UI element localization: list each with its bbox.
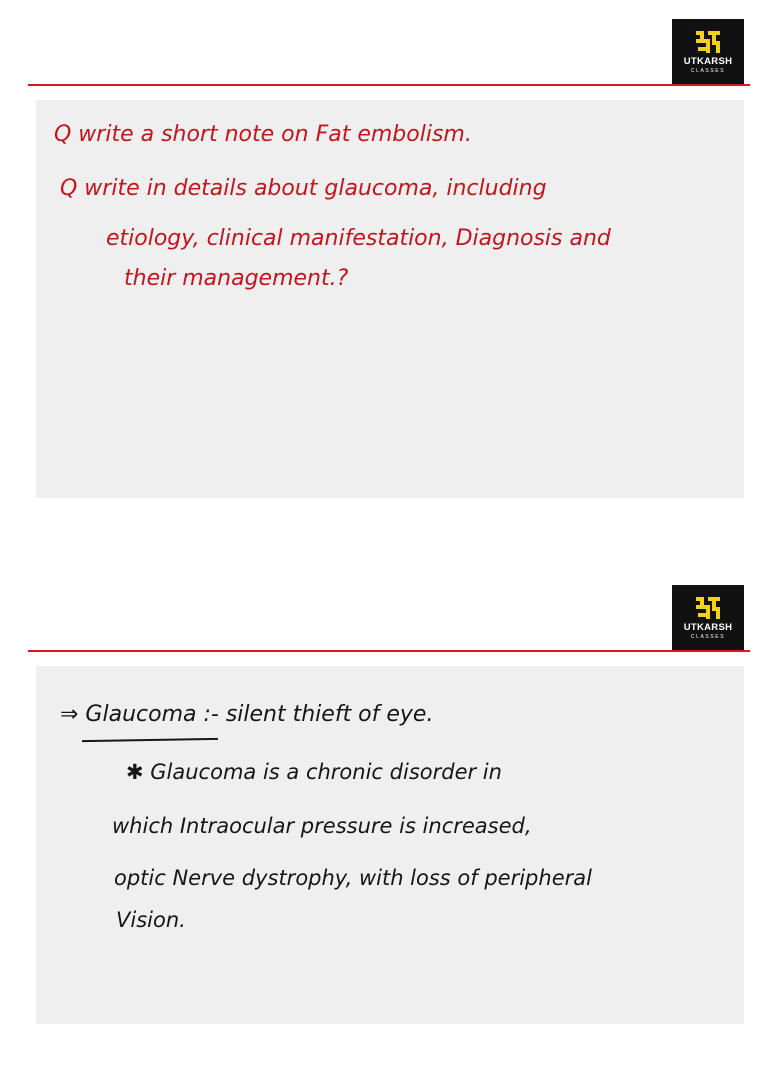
utkarsh-emblem-icon <box>694 29 722 55</box>
logo-sub: CLASSES <box>690 68 726 74</box>
utkarsh-emblem-icon <box>694 595 722 621</box>
utkarsh-logo <box>672 19 744 85</box>
question-2-line-2: etiology, clinical manifestation, Diagnosis and <box>106 226 611 251</box>
question-2-line-1: Q write in details about glaucoma, including <box>60 176 547 201</box>
logo-sub: CLASSES <box>690 634 726 640</box>
question-2-line-3: their management.? <box>124 266 349 291</box>
note-panel <box>36 100 744 498</box>
note-line-2: which Intraocular pressure is increased, <box>112 814 532 838</box>
slide-2 <box>0 566 768 1078</box>
header-divider <box>28 84 750 86</box>
note-line-3: optic Nerve dystrophy, with loss of peripheral <box>114 866 592 890</box>
logo-name: UTKARSH <box>683 56 733 67</box>
glaucoma-heading: ⇒ Glaucoma :- silent thieft of eye. <box>60 702 434 727</box>
note-line-1: ✱ Glaucoma is a chronic disorder in <box>126 760 502 784</box>
note-line-4: Vision. <box>116 908 186 932</box>
utkarsh-logo <box>672 585 744 651</box>
logo-name: UTKARSH <box>683 622 733 633</box>
slide-1 <box>0 0 768 512</box>
question-1: Q write a short note on Fat embolism. <box>54 122 472 147</box>
header-divider <box>28 650 750 652</box>
